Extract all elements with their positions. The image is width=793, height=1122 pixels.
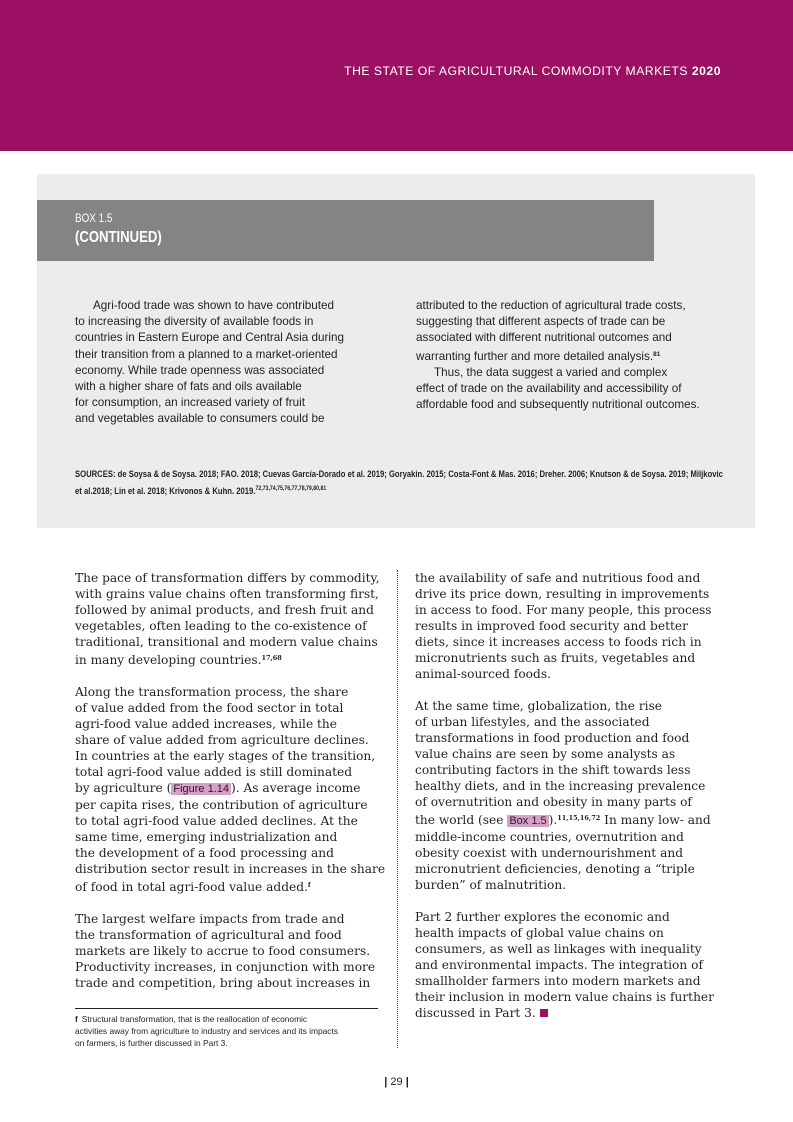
- box-text-right: attributed to the reduction of agricultural trade costs, suggesting that different aspects of trade can be associated with different nutritional outcomes and warranting further and more detailed analysis.$^{81}$ Thus, the data suggest a varied and complex effect of trade on the availability and accessibility of affordable food and subsequently nutritional outcomes.: [416, 299, 700, 412]
- box-sources: SOURCES: de Soysa & de Soysa. 2018; FAO. 2018; Cuevas García-Dorado et al. 2019; Goryakin. 2015; Costa-Font & Mas. 2016; Dreher. 2006; Knutson & de Soysa. 2019; Miljkovic et al.2018; Lin et al. 2018; Krivonos & Kuhn. 2019.$^{72,73,74,75,76,77,78,79,80,81}$: [75, 469, 723, 497]
- report-year: 2020: [691, 64, 721, 78]
- footnote-rule: [75, 1008, 378, 1009]
- box-continued-label: (CONTINUED): [75, 229, 162, 246]
- report-header: [0, 0, 793, 151]
- figure-link[interactable]: Figure 1.14: [173, 783, 229, 795]
- box-link[interactable]: Box 1.5: [509, 815, 547, 827]
- box-text-left: Agri-food trade was shown to have contributed to increasing the diversity of available foods in countries in Eastern Europe and Central Asia during their transition from a planned to a market-oriented economy. While trade openness was associated with a higher share of fats and oils available for consumption, an increased variety of fruit and vegetables available to consumers could be: [75, 299, 344, 426]
- report-title: THE STATE OF AGRICULTURAL COMMODITY MARKETS 2020: [344, 64, 721, 78]
- box-title-bar: [37, 200, 654, 261]
- box-number: BOX 1.5: [75, 213, 113, 225]
- citation: 11,15,16,72: [557, 814, 601, 822]
- column-divider: [397, 570, 398, 1048]
- footnote-marker: f: [307, 881, 311, 889]
- body-column-left: The pace of transformation differs by commodity, with grains value chains often transforming first, followed by animal products, and fresh fruit and vegetables, often leading to the co-existence of traditional, transitional and modern value chains in many developing countries.$^{17,68}$ Along the transformation process, the share of value added from the food sector in total agri-food value added increases, while the share of value added from agriculture declines. In countries at the early stages of the transition, total agri-food value added is still dominated by agriculture ( Figure 1.14 ). As average income per capita rises, the contribution of agriculture to total agri-food value added declines. At the same time, emerging industrialization and the development of a food processing and distribution sector result in increases in the share of food in total agri-food value added.$^f$ The largest welfare impacts from trade and the transformation of agricultural and food markets are likely to accrue to food consumers. Productivity increases, in conjunction with more trade and competition, bring about increases in: [75, 571, 386, 990]
- end-of-section-icon: [540, 1009, 548, 1017]
- footnote-letter: f: [75, 1014, 78, 1024]
- body-column-right: the availability of safe and nutritious food and drive its price down, resulting in improvements in access to food. For many people, this process results in improved food security and better diets, since it increases access to foods rich in micronutrients such as fruits, vegetables and animal-sourced foods. At the same time, globalization, the rise of urban lifestyles, and the associated transformations in food production and food value chains are seen by some analysts as contributing factors in the shift towards less healthy diets, and in the increasing prevalence of overnutrition and obesity in many parts of the world (see Box 1.5 ).$^{11,15,16,72}$ In many low- and middle-income countries, overnutrition and obesity coexist with undernourishment and micronutrient deficiencies, denoting a “triple burden” of malnutrition. Part 2 further explores the economic and health impacts of global value chains on consumers, as well as linkages with inequality and environmental impacts. The integration of smallholder farmers into modern markets and their inclusion in modern value chains is further discussed in Part 3.: [415, 571, 714, 1020]
- citation: 72,73,74,75,76,77,78,79,80,81: [255, 485, 327, 492]
- page-number: | 29 |: [384, 1076, 409, 1088]
- citation: 81: [653, 350, 661, 358]
- citation: 17,68: [261, 654, 282, 662]
- footnote: f Structural transformation, that is the reallocation of economic activities away from agriculture to industry and services and its impacts on farmers, is further discussed in Part 3.: [75, 1014, 338, 1049]
